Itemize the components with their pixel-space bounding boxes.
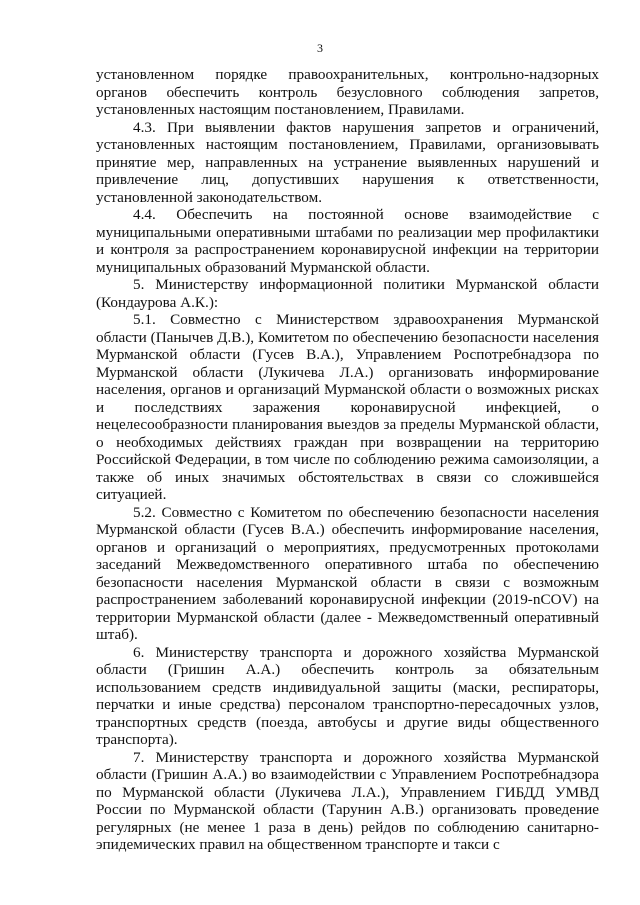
document-body	[96, 66, 599, 854]
paragraph-4-4: 4.4. Обеспечить на постоянной основе взаимодействие с муниципальными оперативными штабами по реализации мер профилактики и контроля за распространением коронавирусной инфекции на территории муниципальных образований Мурманской области.	[96, 206, 599, 276]
paragraph-5-1: 5.1. Совместно с Министерством здравоохранения Мурманской области (Панычев Д.В.), Комитетом по обеспечению безопасности населения Мурманской области (Гусев В.А.), Управлением Роспотребнадзора по Мурманской области (Лукичева Л.А.) организовать информирование населения, органов и организаций Мурманской области о возможных рисках и последствиях заражения коронавирусной инфекцией, о нецелесообразности планирования выездов за пределы Мурманской области, о необходимых действиях граждан при возвращении на территорию Российской Федерации, в том числе по соблюдению режима самоизоляции, а также об иных значимых обстоятельствах в связи со сложившейся ситуацией.	[96, 311, 599, 503]
paragraph-4-2-continuation: установленном порядке правоохранительных, контрольно-надзорных органов обеспечить контроль безусловного соблюдения запретов, установленных настоящим постановлением, Правилами.	[96, 66, 599, 118]
paragraph-5: 5. Министерству информационной политики Мурманской области (Кондаурова А.К.):	[96, 276, 599, 311]
paragraph-5-2: 5.2. Совместно с Комитетом по обеспечению безопасности населения Мурманской области (Гусев В.А.) обеспечить информирование населения, органов и организаций о мероприятиях, предусмотренных протоколами заседаний Межведомственного оперативного штаба по обеспечению безопасности населения Мурманской области в связи с возможным распространением заболеваний коронавирусной инфекции (2019-nCOV) на территории Мурманской области (далее - Межведомственный оперативный штаб).	[96, 503, 599, 643]
paragraph-7: 7. Министерству транспорта и дорожного хозяйства Мурманской области (Гришин А.А.) во взаимодействии с Управлением Роспотребнадзора по Мурманской области (Лукичева Л.А.), Управлением ГИБДД УМВД России по Мурманской области (Тарунин А.В.) организовать проведение регулярных (не менее 1 раза в день) рейдов по соблюдению санитарно-эпидемических правил на общественном транспорте и такси с	[96, 748, 599, 853]
page-number: 3	[317, 41, 323, 55]
paragraph-4-3: 4.3. При выявлении фактов нарушения запретов и ограничений, установленных настоящим постановлением, Правилами, организовывать принятие мер, направленных на устранение выявленных нарушений и привлечение лиц, допустивших нарушения к ответственности, установленной законодательством.	[96, 118, 599, 206]
paragraph-6: 6. Министерству транспорта и дорожного хозяйства Мурманской области (Гришин А.А.) обеспечить контроль за обязательным использованием средств индивидуальной защиты (маски, респираторы, перчатки и иные средства) персоналом транспортно-пересадочных узлов, транспортных средств (поезда, автобусы и другие виды общественного транспорта).	[96, 643, 599, 748]
